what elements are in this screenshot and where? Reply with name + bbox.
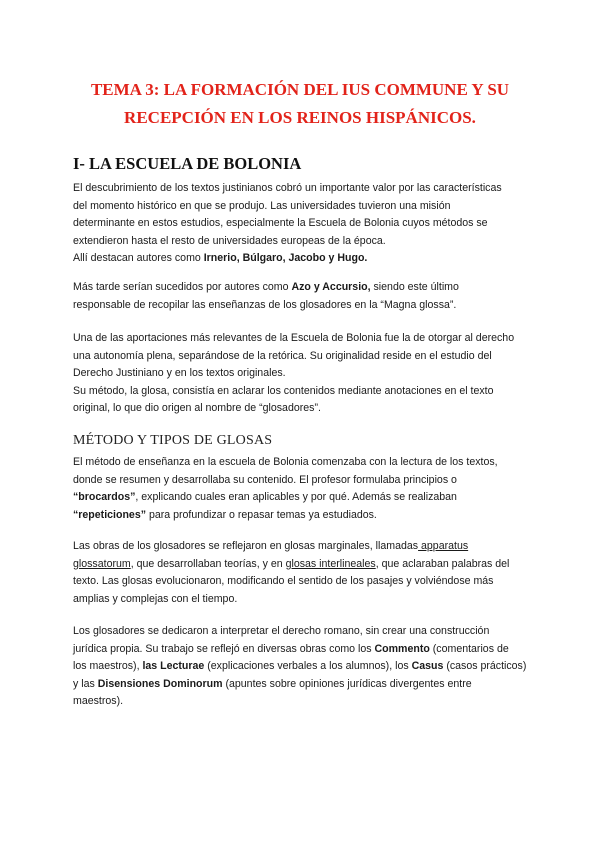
text-line bbox=[73, 489, 533, 507]
paragraph-aportaciones bbox=[73, 330, 533, 418]
text-line: del momento histórico en que se produjo. Las universidades tuvieron una misión bbox=[73, 199, 451, 212]
text-line bbox=[73, 556, 533, 574]
text-line bbox=[73, 250, 533, 268]
paragraph-metodo bbox=[73, 454, 533, 524]
title-line-2: RECEPCIÓN EN LOS REINOS HISPÁNICOS. bbox=[124, 108, 476, 127]
bold-authors: Irnerio, Búlgaro, Jacobo y Hugo. bbox=[203, 252, 368, 264]
text-line: El descubrimiento de los textos justinianos cobró un importante valor por las características bbox=[73, 182, 502, 194]
text-run: (comentarios de bbox=[429, 642, 509, 655]
text-line: maestros). bbox=[73, 695, 124, 707]
text-line: amplias y complejas con el tiempo. bbox=[73, 592, 238, 605]
text-line bbox=[73, 279, 533, 297]
paragraph-descubrimiento bbox=[73, 180, 533, 268]
text-run: , que desarrollaban teorías, y en bbox=[130, 557, 286, 570]
title-line-1: TEMA 3: LA FORMACIÓN DEL IUS COMMUNE Y SU bbox=[90, 80, 510, 99]
text-line bbox=[73, 641, 533, 659]
bold-term: Disensiones Dominorum bbox=[97, 677, 223, 690]
text-run: siendo este último bbox=[370, 281, 459, 293]
section-heading-escuela-bolonia: I- LA ESCUELA DE BOLONIA bbox=[73, 154, 302, 173]
text-line bbox=[73, 507, 533, 525]
text-run: Más tarde serían sucedidos por autores como bbox=[73, 281, 292, 293]
text-run: Allí destacan autores como bbox=[73, 252, 204, 264]
text-line: Su método, la glosa, consistía en aclarar los contenidos mediante anotaciones en el texto bbox=[73, 384, 494, 397]
text-run: (apuntes sobre opiniones jurídicas divergentes entre bbox=[222, 677, 472, 690]
text-line: determinante en estos estudios, especialmente la Escuela de Bolonia cuyos métodos se bbox=[73, 217, 488, 229]
underlined-term: glossatorum bbox=[73, 557, 131, 570]
text-line: donde se resumen y desarrollaba su contenido. El profesor formulaba principios o bbox=[73, 473, 457, 486]
text-run: , que aclaraban palabras del bbox=[375, 557, 510, 570]
paragraph-obras-glosadores bbox=[73, 538, 533, 608]
bold-term: Casus bbox=[411, 660, 444, 672]
text-line: extendieron hasta el resto de universidades europeas de la época. bbox=[73, 234, 386, 247]
bold-term: Commento bbox=[374, 642, 430, 655]
bold-authors: Azo y Accursio, bbox=[291, 281, 371, 293]
text-line: texto. Las glosas evolucionaron, modificando el sentido de los pasajes y volviéndose más bbox=[73, 575, 494, 587]
paragraph-sucesores bbox=[73, 279, 533, 314]
bold-term: “brocardos” bbox=[73, 491, 136, 503]
section-heading-metodo-glosas: MÉTODO Y TIPOS DE GLOSAS bbox=[73, 433, 273, 448]
underlined-term: glosas interlineales bbox=[285, 557, 376, 570]
bold-term: las Lecturae bbox=[142, 660, 205, 672]
text-line bbox=[73, 658, 533, 676]
bold-term: “repeticiones” bbox=[73, 508, 147, 521]
paragraph-interpretacion bbox=[73, 623, 533, 711]
text-run: (explicaciones verbales a los alumnos), los bbox=[204, 660, 412, 672]
text-line: original, lo que dio origen al nombre de “glosadores”. bbox=[73, 402, 321, 414]
text-run: jurídica propia. Su trabajo se reflejó en diversas obras como los bbox=[73, 642, 375, 655]
text-line bbox=[73, 676, 533, 694]
text-line: responsable de recopilar las enseñanzas de los glosadores en la “Magna glossa”. bbox=[73, 298, 457, 311]
text-run: (casos prácticos) bbox=[443, 660, 527, 672]
text-run: y las bbox=[73, 677, 98, 690]
text-line: una autonomía plena, separándose de la retórica. Su originalidad reside en el estudio del bbox=[73, 349, 492, 362]
underlined-term: apparatus bbox=[418, 540, 469, 552]
text-run: Las obras de los glosadores se reflejaron en glosas marginales, llamadas bbox=[73, 540, 419, 552]
text-run: los maestros), bbox=[73, 660, 143, 672]
text-run: para profundizar o repasar temas ya estudiados. bbox=[146, 508, 377, 521]
text-line: El método de enseñanza en la escuela de Bolonia comenzaba con la lectura de los textos, bbox=[73, 456, 498, 468]
text-run: , explicando cuales eran aplicables y por qué. Además se realizaban bbox=[135, 491, 457, 503]
document-title bbox=[40, 76, 560, 132]
text-line: Derecho Justiniano y en los textos originales. bbox=[73, 367, 286, 379]
text-line: Los glosadores se dedicaron a interpretar el derecho romano, sin crear una construcción bbox=[73, 625, 490, 637]
text-line bbox=[73, 538, 533, 556]
text-line: Una de las aportaciones más relevantes de la Escuela de Bolonia fue la de otorgar al derecho bbox=[73, 332, 515, 344]
